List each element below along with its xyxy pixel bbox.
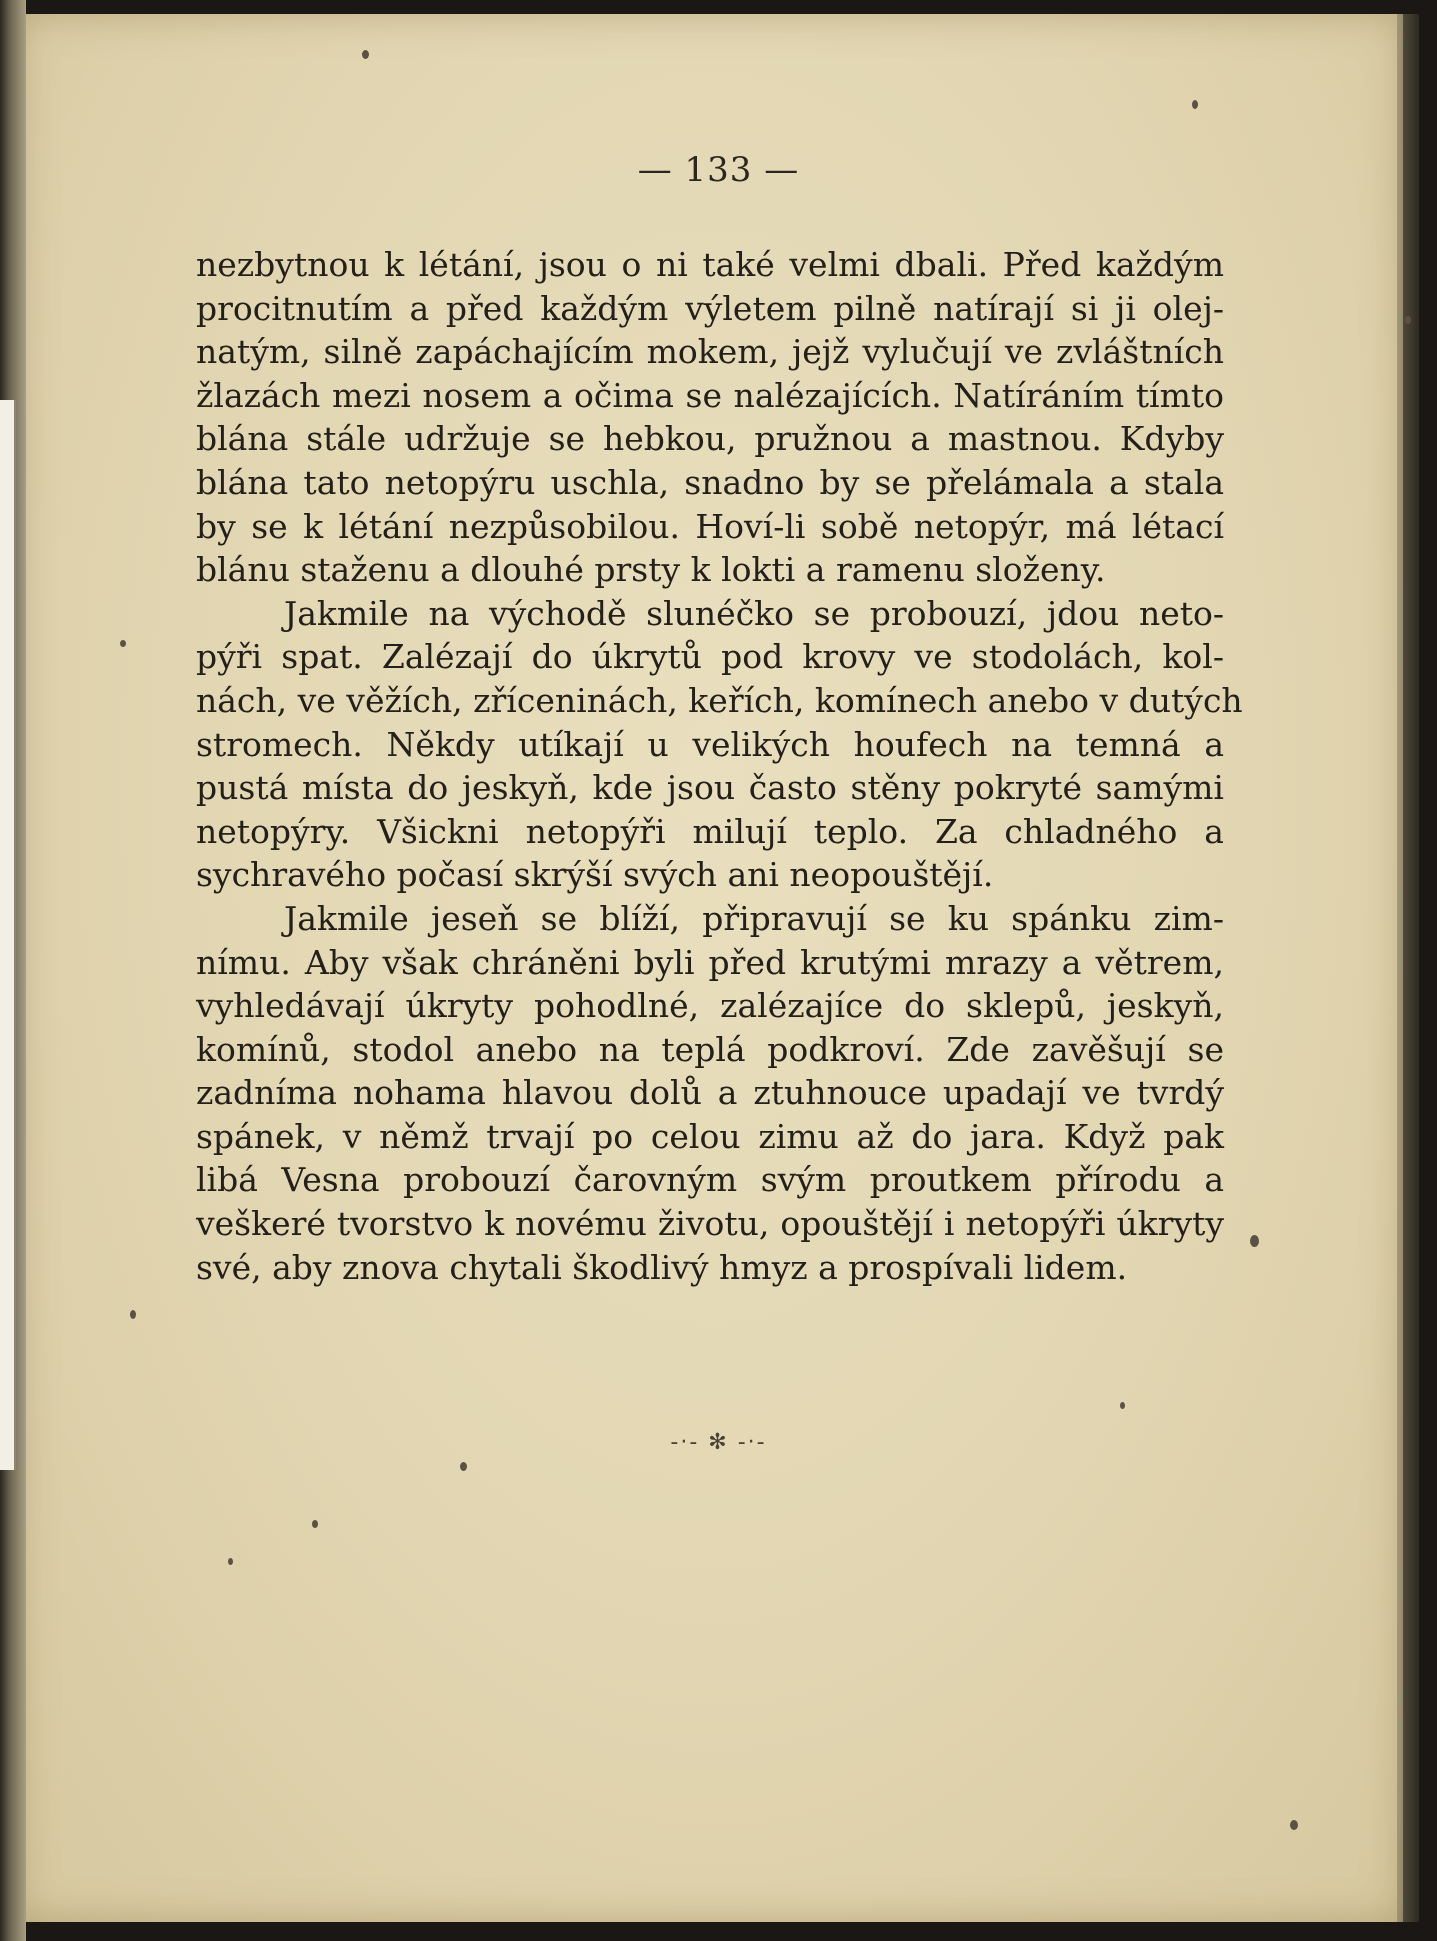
text-line: nách, ve věžích, zříceninách, keřích, komínech anebo v dutých xyxy=(196,680,1243,720)
text-line: zadníma nohama hlavou dolů a ztuhnouce upadají ve tvrdý xyxy=(196,1073,1224,1113)
text-line: sychravého počasí skrýší svých ani neopouštějí. xyxy=(196,855,994,895)
print-speck xyxy=(312,1520,318,1528)
print-speck xyxy=(228,1558,233,1565)
print-speck xyxy=(130,1310,136,1319)
print-speck xyxy=(1120,1402,1125,1409)
page-right-edge xyxy=(1397,14,1419,1922)
print-speck xyxy=(120,640,126,647)
text-line: Jakmile na východě slunéčko se probouzí, jdou neto- xyxy=(284,593,1224,633)
text-line: netopýry. Všickni netopýři milují teplo. Za chladného a xyxy=(196,811,1224,851)
page-number: — 133 — xyxy=(637,150,800,190)
text-line: libá Vesna probouzí čarovným svým proutkem přírodu a xyxy=(196,1160,1224,1200)
print-speck xyxy=(362,50,369,59)
print-speck xyxy=(1405,316,1411,324)
text-line: blána stále udržuje se hebkou, pružnou a mastnou. Kdyby xyxy=(196,419,1224,459)
print-speck xyxy=(460,1462,467,1471)
print-speck xyxy=(1290,1820,1298,1830)
text-line: procitnutím a před každým výletem pilně natírají si ji olej- xyxy=(196,288,1224,328)
text-line: veškeré tvorstvo k novému životu, opouštějí i netopýři úkryty xyxy=(196,1204,1224,1244)
text-line: žlazách mezi nosem a očima se nalézajících. Natíráním tímto xyxy=(196,375,1224,415)
text-line: blánu staženu a dlouhé prsty k lokti a ramenu složeny. xyxy=(196,550,1106,590)
text-line: Jakmile jeseň se blíží, připravují se ku spánku zim- xyxy=(284,898,1224,938)
text-line: komínů, stodol anebo na teplá podkroví. Zde zavěšují se xyxy=(196,1029,1224,1069)
text-line: vyhledávají úkryty pohodlné, zalézajíce do sklepů, jeskyň, xyxy=(196,986,1224,1026)
page-tab-marker xyxy=(0,400,16,1470)
text-line: nímu. Aby však chráněni byli před krutými mrazy a větrem, xyxy=(196,942,1224,982)
ornament-divider-icon: -·- ✻ -·- xyxy=(670,1430,767,1455)
text-line: nezbytnou k létání, jsou o ni také velmi dbali. Před každým xyxy=(196,245,1224,284)
text-line: stromech. Někdy utíkají u velikých houfech na temná a xyxy=(196,724,1224,764)
text-line: spánek, v němž trvají po celou zimu až do jara. Když pak xyxy=(196,1116,1224,1156)
text-line: pustá místa do jeskyň, kde jsou často stěny pokryté samými xyxy=(196,768,1224,808)
print-speck xyxy=(1250,1235,1259,1247)
text-line: by se k létání nezpůsobilou. Hoví-li sobě netopýr, má létací xyxy=(196,506,1224,546)
body-text xyxy=(196,243,1243,1289)
print-speck xyxy=(1192,100,1198,109)
text-line: blána tato netopýru uschla, snadno by se přelámala a stala xyxy=(196,462,1224,502)
text-line: natým, silně zapáchajícím mokem, jejž vylučují ve zvláštních xyxy=(196,332,1224,372)
text-line: své, aby znova chytali škodlivý hmyz a prospívali lidem. xyxy=(196,1247,1128,1287)
text-line: pýři spat. Zalézají do úkrytů pod krovy ve stodolách, kol- xyxy=(196,637,1224,677)
